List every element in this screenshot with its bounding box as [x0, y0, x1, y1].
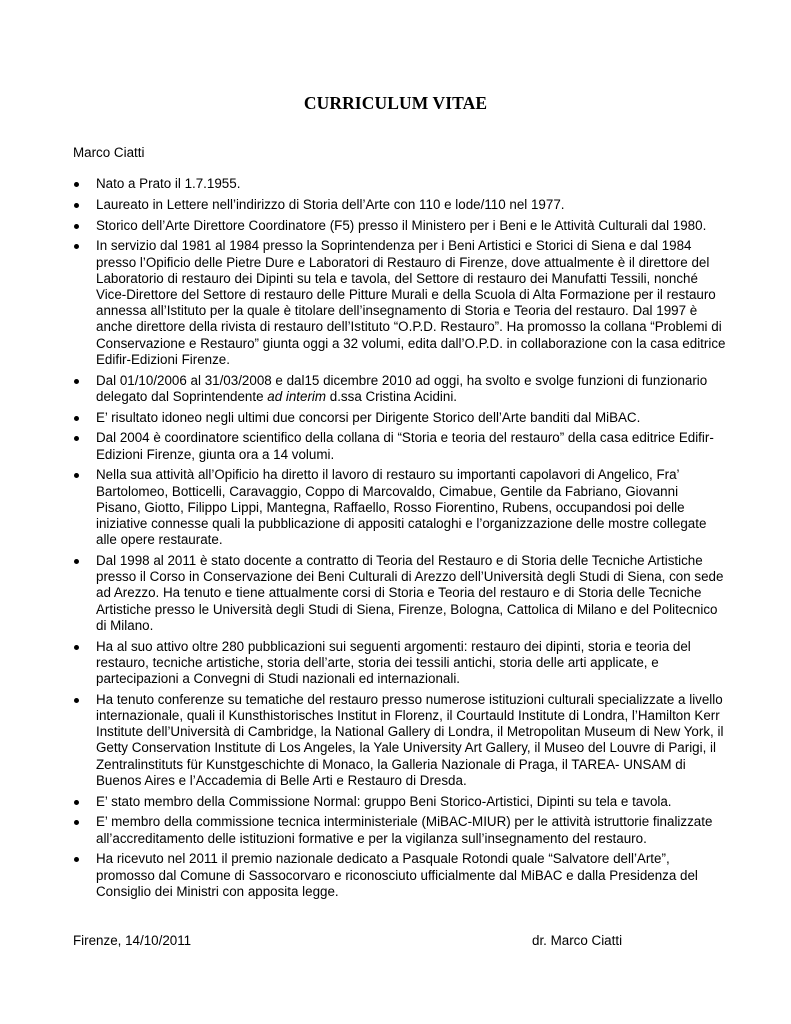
list-item-text: Ha al suo attivo oltre 280 pubblicazioni sui seguenti argomenti: restauro dei dipinti, storia e teoria del restauro, tecniche artistiche, storia dell’arte, storia dei tessili antichi, storia delle arti applicate, e partecipazioni a Convegni di Studi nazionali ed internazionali. [96, 638, 691, 687]
list-item-text: E’ membro della commissione tecnica interministeriale (MiBAC-MIUR) per le attività istruttorie finalizzate all’accreditamento delle istituzioni formative e per la vigilanza sull’insegnamento del restauro. [96, 814, 713, 846]
bullet-icon [74, 416, 79, 421]
footer-place-date: Firenze, 14/10/2011 [73, 933, 192, 948]
cv-list [0, 176, 726, 905]
bullet-icon [74, 645, 79, 650]
bullet-icon [74, 698, 79, 703]
list-item-text: E’ stato membro della Commissione Normal: gruppo Beni Storico-Artistici, Dipinti su tela e tavola. [96, 793, 672, 809]
list-item-text: Ha ricevuto nel 2011 il premio nazionale dedicato a Pasquale Rotondi quale “Salvatore dell’Arte”, promosso dal Comune di Sassocorvaro e riconosciuto ufficialmente dal MiBAC e dalla Presidenza del Consiglio dei Ministri con apposita legge. [96, 851, 698, 899]
bullet-icon [74, 182, 79, 187]
list-item [0, 373, 726, 405]
list-item-text: Dal 1998 al 2011 è stato docente a contratto di Teoria del Restauro e di Storia delle Tecniche Artistiche presso il Corso in Conservazione dei Beni Culturali di Arezzo dell’Università degli Studi di Siena, con sede ad Arezzo. Ha tenuto e tiene attualmente corsi di Storia e Teoria del restauro e di Storia delle Tecniche Artistiche presso le Università degli Studi di Siena, Firenze, Bologna, Cattolica di Milano e del Politecnico di Milano. [96, 553, 724, 633]
bullet-icon [74, 559, 79, 564]
list-item-text: Storico dell’Arte Direttore Coordinatore (F5) presso il Ministero per i Beni e le Attività Culturali dal 1980. [96, 217, 707, 233]
bullet-icon [74, 224, 79, 229]
list-item [0, 218, 726, 234]
person-name: Marco Ciatti [73, 145, 145, 160]
list-item-text-italic: ad interim [267, 388, 327, 404]
bullet-icon [74, 820, 79, 825]
list-item-text-before: Dal 01/10/2006 al 31/03/2008 e dal15 dicembre 2010 ad oggi, ha svolto e svolge funzioni di funzionario delegato dal Soprintendente [96, 372, 708, 404]
list-item [0, 794, 726, 810]
list-item [0, 814, 726, 846]
list-item [0, 851, 726, 900]
bullet-icon [74, 436, 79, 441]
list-item-text: Nella sua attività all’Opificio ha diretto il lavoro di restauro su importanti capolavori di Angelico, Fra’ Bartolomeo, Botticelli, Caravaggio, Coppo di Marcovaldo, Cimabue, Gentile da Fabriano, Giovanni Pisano, Giotto, Filippo Lippi, Mantegna, Raffaello, Rosso Fiorentino, Rubens, occupandosi poi delle iniziative connesse quali la pubblicazione di appositi cataloghi e l’organizzazione delle mostre collegate alle opere restaurate. [96, 467, 707, 548]
list-item-text: Dal 2004 è coordinatore scientifico della collana di “Storia e teoria del restauro” della casa editrice Edifir-Edizioni Firenze, giunta ora a 14 volumi. [96, 430, 714, 462]
list-item [0, 553, 726, 634]
list-item [0, 410, 726, 426]
document-title: CURRICULUM VITAE [303, 93, 488, 113]
bullet-icon [74, 857, 79, 862]
list-item-text: E’ risultato idoneo negli ultimi due concorsi per Dirigente Storico dell’Arte banditi dal MiBAC. [96, 409, 641, 425]
bullet-icon [74, 800, 79, 805]
list-item [0, 639, 726, 688]
bullet-icon [74, 244, 79, 249]
footer-signature: dr. Marco Ciatti [532, 933, 623, 948]
bullet-icon [74, 379, 79, 384]
list-item-text-after: d.ssa Cristina Acidini. [326, 388, 458, 404]
bullet-icon [74, 203, 79, 208]
list-item-text: In servizio dal 1981 al 1984 presso la Soprintendenza per i Beni Artistici e Storici di Siena e dal 1984 presso l’Opificio delle Pietre Dure e Laboratori di Restauro di Firenze, dove attualmente è il direttore del Laboratorio di restauro dei Dipinti su tela e tavola, del Settore di restauro dei Manufatti Tessili, nonché Vice-Direttore del Settore di restauro delle Pitture Murali e della Scuola di Alta Formazione per il restauro annessa all’Istituto per la quale è titolare dell’insegnamento di Storia e Teoria del restauro. Dal 1997 è anche direttore della rivista di restauro dell’Istituto “O.P.D. Restauro”. Ha promosso la collana “Problemi di Conservazione e Restauro” giunta oggi a 32 volumi, edita dall’O.P.D. in collaborazione con la casa editrice Edifir-Edizioni Firenze. [96, 238, 726, 367]
list-item [0, 176, 726, 192]
list-item-text: Nato a Prato il 1.7.1955. [96, 176, 241, 191]
list-item [0, 467, 726, 548]
list-item [0, 430, 726, 462]
list-item [0, 692, 726, 789]
list-item [0, 197, 726, 213]
bullet-icon [74, 473, 79, 478]
list-item-text: Ha tenuto conferenze su tematiche del restauro presso numerose istituzioni culturali specializzate a livello internazionale, quali il Kunsthistorisches Institut in Florenz, il Courtauld Institute di Londra, l’Hamilton Kerr Institute dell’Università di Cambridge, la National Gallery di Londra, il Metropolitan Museum di New York, il Getty Conservation Institute di Los Angeles, la Yale University Art Gallery, il Museo del Louvre di Parigi, il Zentralinstituts für Kunstgeschichte di Monaco, la Galleria Nazionale di Praga, il TAREA- UNSAM di Buenos Aires e l’Accademia di Belle Arti e Restauro di Dresda. [96, 691, 724, 788]
list-item-text: Laureato in Lettere nell’indirizzo di Storia dell’Arte con 110 e lode/110 nel 1977. [96, 196, 565, 212]
list-item [0, 238, 726, 368]
